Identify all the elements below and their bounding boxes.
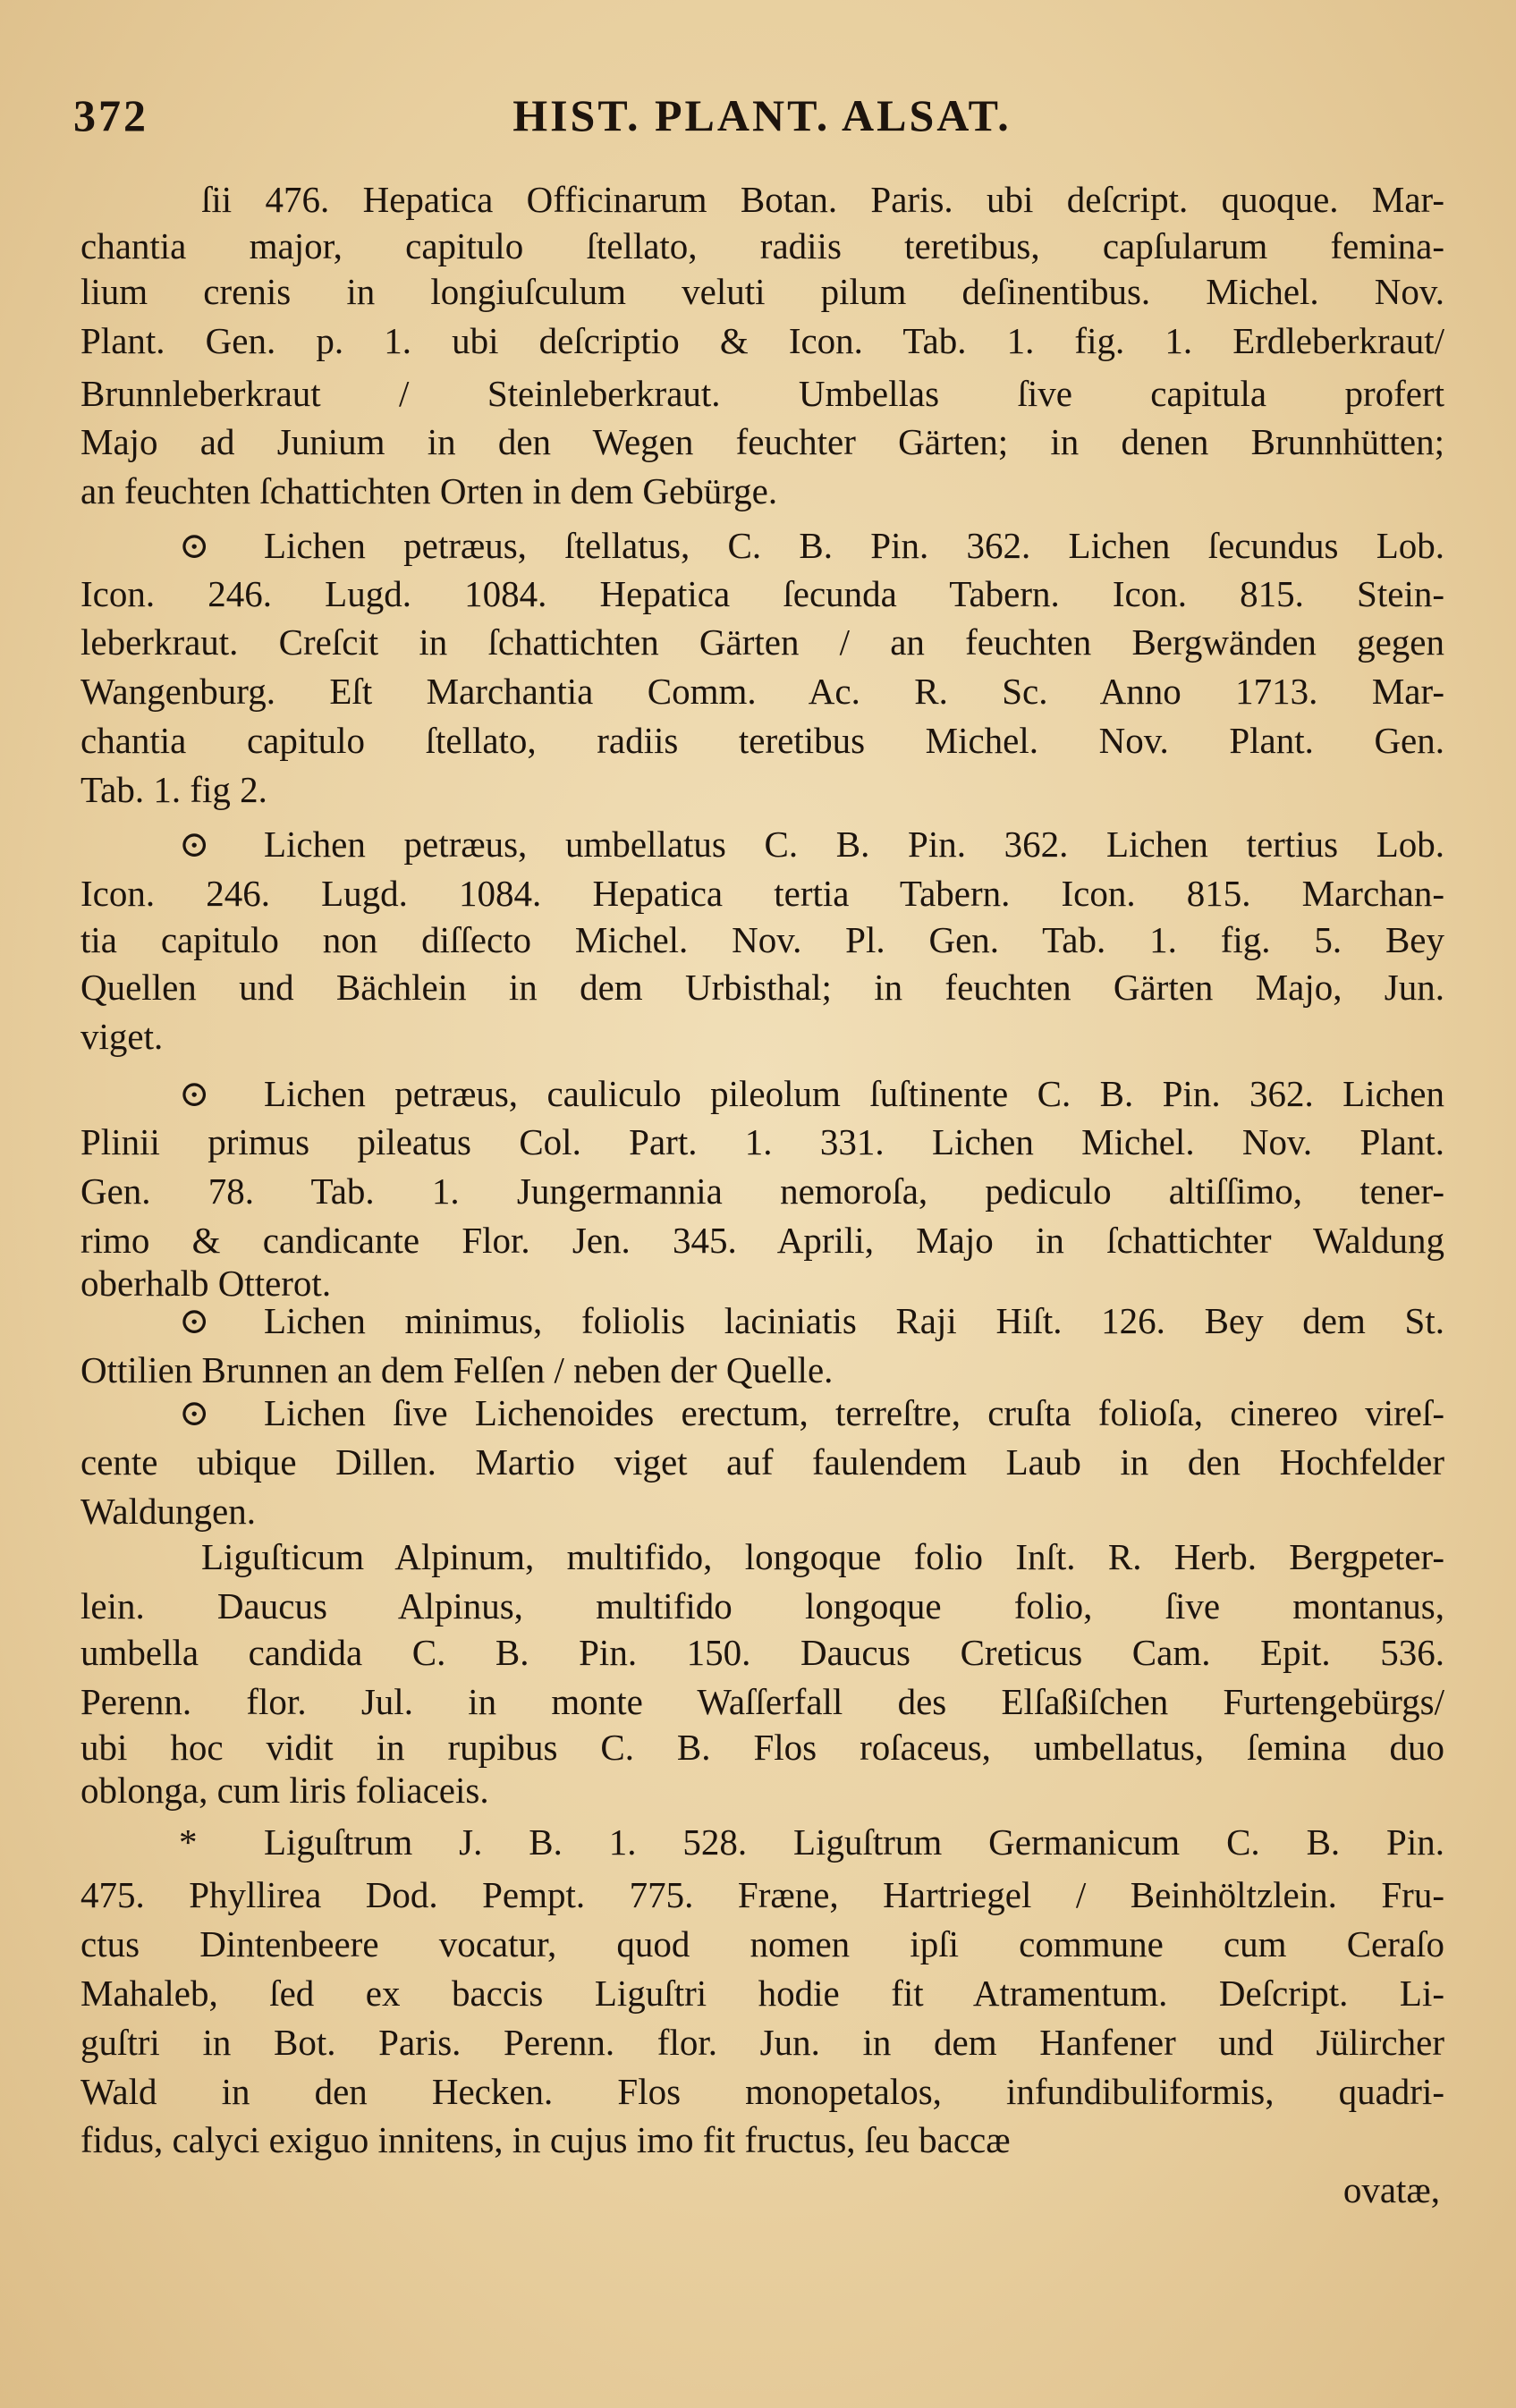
text-line bbox=[80, 1389, 1444, 1437]
text-line bbox=[80, 418, 1444, 466]
line-text: Plant. Gen. p. 1. ubi deſcriptio & Icon. Tab. 1. fig. 1. Erdleberkraut/ bbox=[80, 320, 1444, 361]
line-text: Gen. 78. Tab. 1. Jungermannia nemoroſa, pediculo altiſſimo, tener- bbox=[80, 1170, 1444, 1212]
text-line bbox=[80, 916, 1444, 964]
line-text: leberkraut. Creſcit in ſchattichten Gärten / an feuchten Bergwänden gegen bbox=[80, 621, 1444, 663]
text-line bbox=[80, 1118, 1444, 1166]
text-line bbox=[80, 1677, 1444, 1726]
text-line bbox=[80, 1920, 1444, 1968]
line-text: Wald in den Hecken. Flos monopetalos, infundibuliformis, quadri- bbox=[80, 2071, 1444, 2112]
line-text: Plinii primus pileatus Col. Part. 1. 331. Lichen Michel. Nov. Plant. bbox=[80, 1121, 1444, 1162]
line-text: chantia capitulo ſtellato, radiis teretibus Michel. Nov. Plant. Gen. bbox=[80, 720, 1444, 761]
paragraph-indent bbox=[80, 1533, 201, 1581]
text-line bbox=[80, 1533, 1444, 1581]
line-text: Icon. 246. Lugd. 1084. Hepatica tertia Tabern. Icon. 815. Marchan- bbox=[80, 873, 1444, 914]
text-line bbox=[80, 2018, 1444, 2066]
text-line bbox=[80, 267, 1444, 316]
text-line bbox=[80, 1167, 1444, 1215]
line-text: chantia major, capitulo ſtellato, radiis teretibus, capſularum femina- bbox=[80, 225, 1444, 266]
line-text: cente ubique Dillen. Martio viget auf faulendem Laub in den Hochfelder bbox=[80, 1441, 1444, 1483]
line-text: Lichen petræus, umbellatus C. B. Pin. 362. Lichen tertius Lob. bbox=[264, 824, 1444, 865]
line-text: Liguſticum Alpinum, multifido, longoque folio Inſt. R. Herb. Bergpeter- bbox=[201, 1536, 1444, 1577]
line-text: Waldungen. bbox=[80, 1491, 256, 1532]
text-line bbox=[80, 1871, 1444, 1919]
line-text: oblonga, cum liris foliaceis. bbox=[80, 1770, 489, 1811]
line-text: Lichen petræus, cauliculo pileolum ſuſtinente C. B. Pin. 362. Lichen bbox=[264, 1073, 1444, 1114]
line-text: ubi hoc vidit in rupibus C. B. Flos roſaceus, umbellatus, ſemina duo bbox=[80, 1727, 1444, 1768]
text-line bbox=[80, 1818, 1444, 1866]
text-line bbox=[80, 963, 1444, 1011]
line-text: Brunnleberkraut / Steinleberkraut. Umbellas ſive capitula profert bbox=[80, 373, 1444, 414]
line-text: guſtri in Bot. Paris. Perenn. flor. Jun. in dem Hanfener und Jülircher bbox=[80, 2022, 1444, 2063]
line-text: Lichen minimus, foliolis laciniatis Raji Hiſt. 126. Bey dem St. bbox=[264, 1300, 1444, 1341]
text-line bbox=[80, 765, 1444, 814]
line-text: viget. bbox=[80, 1016, 164, 1057]
text-line bbox=[80, 820, 1444, 868]
page-number: 372 bbox=[73, 90, 148, 140]
text-line bbox=[80, 618, 1444, 666]
text-line bbox=[80, 2116, 1444, 2164]
perennial-symbol-icon: ⊙ bbox=[179, 1073, 210, 1114]
line-text: oberhalb Otterot. bbox=[80, 1263, 332, 1304]
line-text: umbella candida C. B. Pin. 150. Daucus Creticus Cam. Epit. 536. bbox=[80, 1632, 1444, 1673]
line-text: lium crenis in longiuſculum veluti pilum deſinentibus. Michel. Nov. bbox=[80, 271, 1444, 312]
text-line bbox=[80, 1628, 1444, 1677]
text-line bbox=[80, 1766, 1444, 1814]
text-line bbox=[80, 1582, 1444, 1630]
line-text: tia capitulo non diſſecto Michel. Nov. Pl. Gen. Tab. 1. fig. 5. Bey bbox=[80, 919, 1444, 960]
line-text: Lichen ſive Lichenoides erectum, terreſtre, cruſta folioſa, cinereo vireſ- bbox=[264, 1392, 1444, 1433]
text-line bbox=[80, 869, 1444, 917]
line-text: Majo ad Junium in den Wegen feuchter Gärten; in denen Brunnhütten; bbox=[80, 421, 1444, 462]
text-line bbox=[80, 1297, 1444, 1345]
line-text: Perenn. flor. Jul. in monte Waſſerfall des Elſaßiſchen Furtengebürgs/ bbox=[80, 1681, 1444, 1722]
text-line bbox=[80, 175, 1444, 224]
text-line bbox=[80, 222, 1444, 270]
text-line bbox=[80, 1069, 1444, 1118]
line-text: Ottilien Brunnen an dem Felſen / neben der Quelle. bbox=[80, 1349, 834, 1390]
text-line bbox=[80, 1487, 1444, 1535]
line-text: fidus, calyci exiguo innitens, in cujus imo fit fructus, ſeu baccæ bbox=[80, 2119, 1011, 2160]
running-title: HIST. PLANT. ALSAT. bbox=[512, 90, 1012, 140]
running-header bbox=[73, 89, 1451, 152]
perennial-symbol-icon: ⊙ bbox=[179, 1300, 210, 1341]
line-text: rimo & candicante Flor. Jen. 345. Aprili, Majo in ſchattichter Waldung bbox=[80, 1220, 1444, 1261]
text-line bbox=[80, 570, 1444, 618]
line-text: Wangenburg. Eſt Marchantia Comm. Ac. R. Sc. Anno 1713. Mar- bbox=[80, 671, 1444, 712]
text-line bbox=[80, 467, 1444, 515]
line-text: Mahaleb, ſed ex baccis Liguſtri hodie fit Atramentum. Deſcript. Li- bbox=[80, 1973, 1444, 2014]
perennial-symbol-icon: ⊙ bbox=[179, 824, 210, 865]
text-line bbox=[80, 1346, 1444, 1394]
line-text: 475. Phyllirea Dod. Pempt. 775. Fræne, Hartriegel / Beinhöltzlein. Fru- bbox=[80, 1874, 1444, 1915]
perennial-symbol-icon: ⊙ bbox=[179, 1392, 210, 1433]
text-line bbox=[80, 317, 1444, 365]
catchword: ovatæ, bbox=[1342, 2169, 1440, 2210]
text-line bbox=[80, 667, 1444, 715]
text-line bbox=[80, 1012, 1444, 1060]
text-line bbox=[80, 2067, 1444, 2116]
line-text: an feuchten ſchattichten Orten in dem Gebürge. bbox=[80, 470, 778, 511]
line-text: Tab. 1. fig 2. bbox=[80, 769, 267, 810]
text-line bbox=[80, 716, 1444, 765]
text-line bbox=[80, 1438, 1444, 1486]
text-line bbox=[80, 521, 1444, 570]
line-text: ctus Dintenbeere vocatur, quod nomen ipſi commune cum Ceraſo bbox=[80, 1923, 1444, 1964]
line-text: lein. Daucus Alpinus, multifido longoque folio, ſive montanus, bbox=[80, 1585, 1444, 1626]
line-text: Quellen und Bächlein in dem Urbisthal; in feuchten Gärten Majo, Jun. bbox=[80, 967, 1444, 1008]
text-line bbox=[80, 369, 1444, 418]
paragraph-indent bbox=[80, 175, 201, 224]
asterisk-marker-icon: * bbox=[179, 1821, 198, 1863]
line-text: ſii 476. Hepatica Officinarum Botan. Paris. ubi deſcript. quoque. Mar- bbox=[201, 179, 1444, 220]
perennial-symbol-icon: ⊙ bbox=[179, 525, 210, 566]
text-line bbox=[80, 1216, 1444, 1264]
line-text: Lichen petræus, ſtellatus, C. B. Pin. 362. Lichen ſecundus Lob. bbox=[264, 525, 1444, 566]
line-text: Liguſtrum J. B. 1. 528. Liguſtrum Germanicum C. B. Pin. bbox=[264, 1821, 1444, 1863]
line-text: Icon. 246. Lugd. 1084. Hepatica ſecunda Tabern. Icon. 815. Stein- bbox=[80, 573, 1444, 614]
text-line bbox=[80, 1723, 1444, 1771]
text-line bbox=[80, 1969, 1444, 2017]
